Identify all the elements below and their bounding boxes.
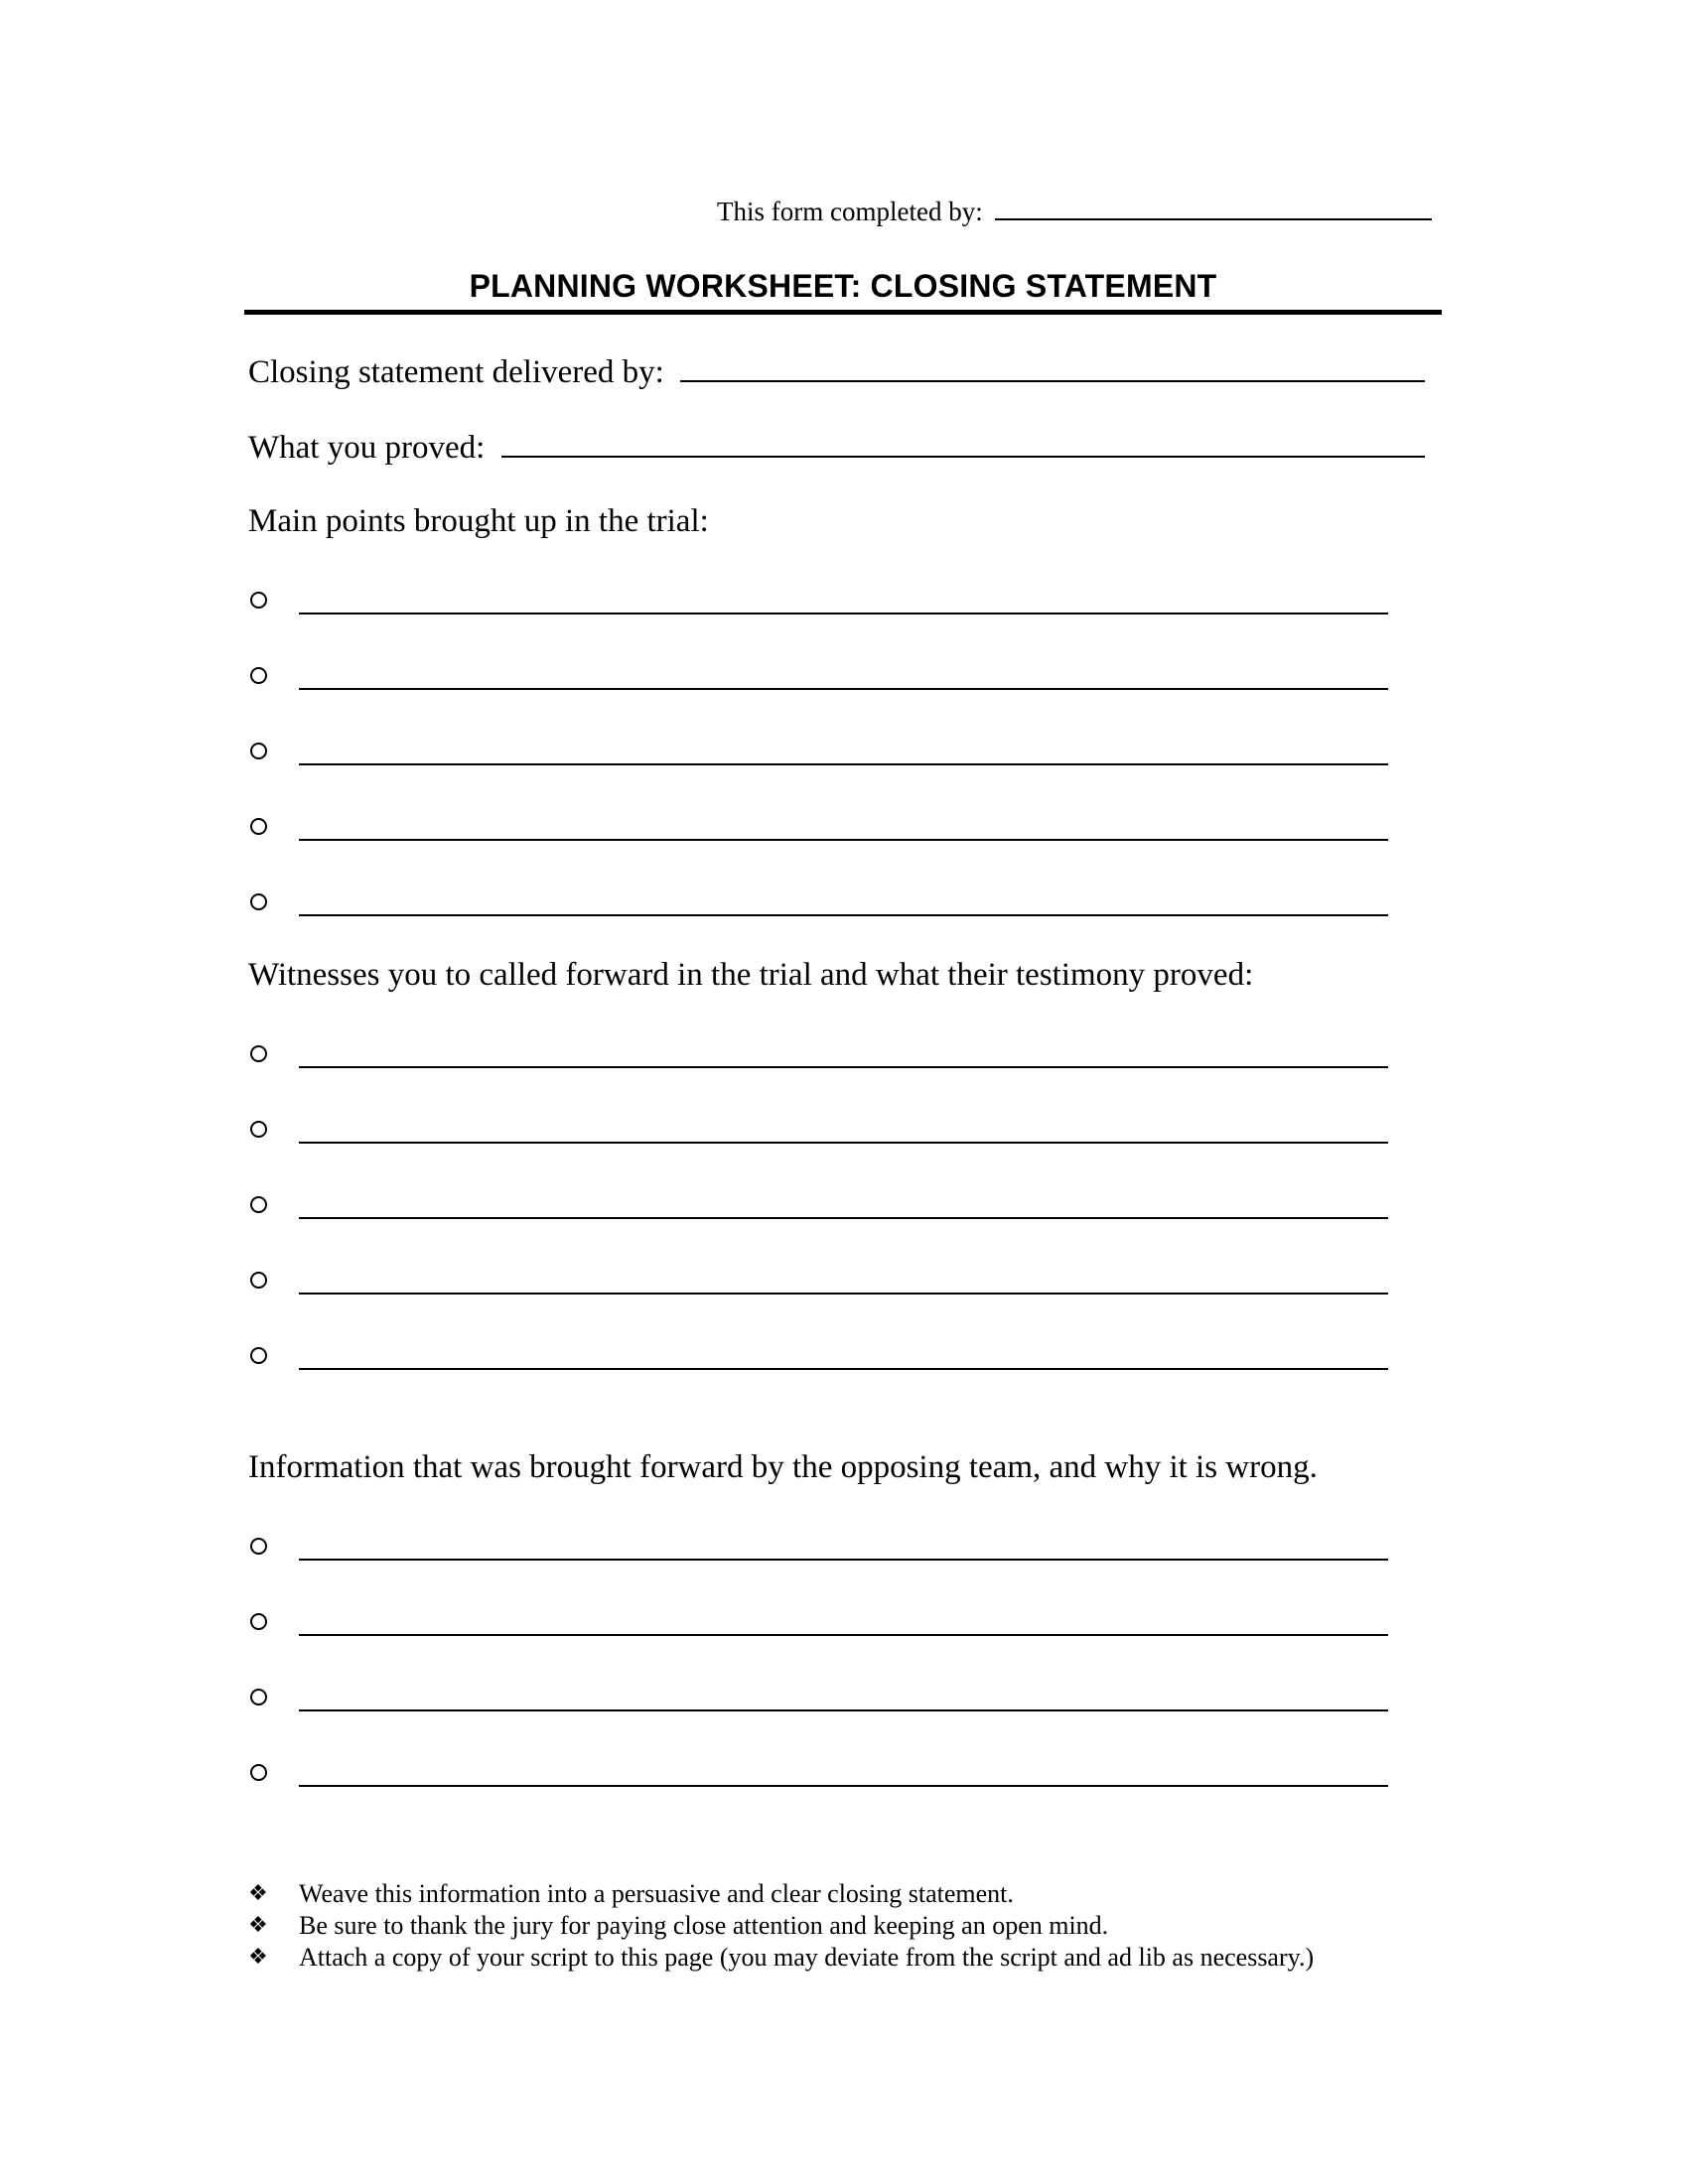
- circle-bullet-icon: [250, 1347, 267, 1364]
- answer-blank-line[interactable]: [299, 1785, 1388, 1787]
- circle-bullet-icon: [250, 1272, 267, 1289]
- circle-bullet-icon: [250, 893, 267, 910]
- answer-row: [248, 1037, 1390, 1077]
- answer-row: [248, 735, 1390, 774]
- circle-bullet-icon: [250, 1196, 267, 1213]
- answer-blank-line[interactable]: [299, 1368, 1388, 1370]
- delivered-by-field: [248, 352, 1425, 391]
- answer-blank-line[interactable]: [299, 839, 1388, 841]
- circle-bullet-icon: [250, 667, 267, 684]
- circle-bullet-icon: [250, 592, 267, 609]
- what-proved-field: [248, 428, 1425, 467]
- diamond-bullet-icon: ❖: [248, 1881, 268, 1906]
- circle-bullet-icon: [250, 1121, 267, 1138]
- answer-blank-line[interactable]: [299, 1634, 1388, 1636]
- circle-bullet-icon: [250, 1689, 267, 1706]
- circle-bullet-icon: [250, 1764, 267, 1781]
- answer-row: [248, 1264, 1390, 1303]
- page-title: PLANNING WORKSHEET: CLOSING STATEMENT: [469, 268, 1217, 304]
- answer-blank-line[interactable]: [299, 1559, 1388, 1561]
- note-text: Be sure to thank the jury for paying close attention and keeping an open mind.: [299, 1911, 1109, 1940]
- answer-blank-line[interactable]: [299, 914, 1388, 916]
- answer-row: [248, 1113, 1390, 1153]
- answer-row: [248, 584, 1390, 623]
- answer-blank-line[interactable]: [299, 1066, 1388, 1068]
- circle-bullet-icon: [250, 743, 267, 759]
- note-text: Weave this information into a persuasive and clear closing statement.: [299, 1879, 1014, 1908]
- answer-row: [248, 1530, 1390, 1570]
- answer-blank-line[interactable]: [299, 688, 1388, 690]
- delivered-by-blank[interactable]: [680, 352, 1425, 382]
- completed-by-label: This form completed by:: [717, 197, 983, 226]
- completed-by-field: [717, 197, 1432, 227]
- delivered-by-label: Closing statement delivered by:: [248, 354, 664, 390]
- answer-blank-line[interactable]: [299, 1293, 1388, 1295]
- answer-blank-line[interactable]: [299, 1217, 1388, 1219]
- opposing-heading: Information that was brought forward by the opposing team, and why it is wrong.: [248, 1449, 1318, 1485]
- circle-bullet-icon: [250, 1538, 267, 1555]
- what-proved-blank[interactable]: [501, 428, 1425, 458]
- answer-blank-line[interactable]: [299, 613, 1388, 614]
- answer-blank-line[interactable]: [299, 1709, 1388, 1711]
- what-proved-label: What you proved:: [248, 430, 486, 466]
- diamond-bullet-icon: ❖: [248, 1913, 268, 1938]
- answer-row: [248, 1681, 1390, 1720]
- title-rule: [244, 310, 1442, 315]
- answer-row: [248, 1339, 1390, 1379]
- answer-blank-line[interactable]: [299, 763, 1388, 765]
- answer-blank-line[interactable]: [299, 1142, 1388, 1144]
- note-text: Attach a copy of your script to this page (you may deviate from the script and ad lib as necessary.): [299, 1943, 1315, 1972]
- answer-row: [248, 659, 1390, 699]
- diamond-bullet-icon: ❖: [248, 1945, 268, 1970]
- circle-bullet-icon: [250, 1045, 267, 1062]
- answer-row: [248, 1756, 1390, 1796]
- answer-row: [248, 1605, 1390, 1645]
- main-points-heading: Main points brought up in the trial:: [248, 503, 709, 539]
- answer-row: [248, 1188, 1390, 1228]
- completed-by-blank[interactable]: [995, 197, 1432, 220]
- circle-bullet-icon: [250, 1613, 267, 1630]
- witnesses-heading: Witnesses you to called forward in the trial and what their testimony proved:: [248, 957, 1254, 993]
- circle-bullet-icon: [250, 818, 267, 835]
- answer-row: [248, 886, 1390, 925]
- answer-row: [248, 810, 1390, 850]
